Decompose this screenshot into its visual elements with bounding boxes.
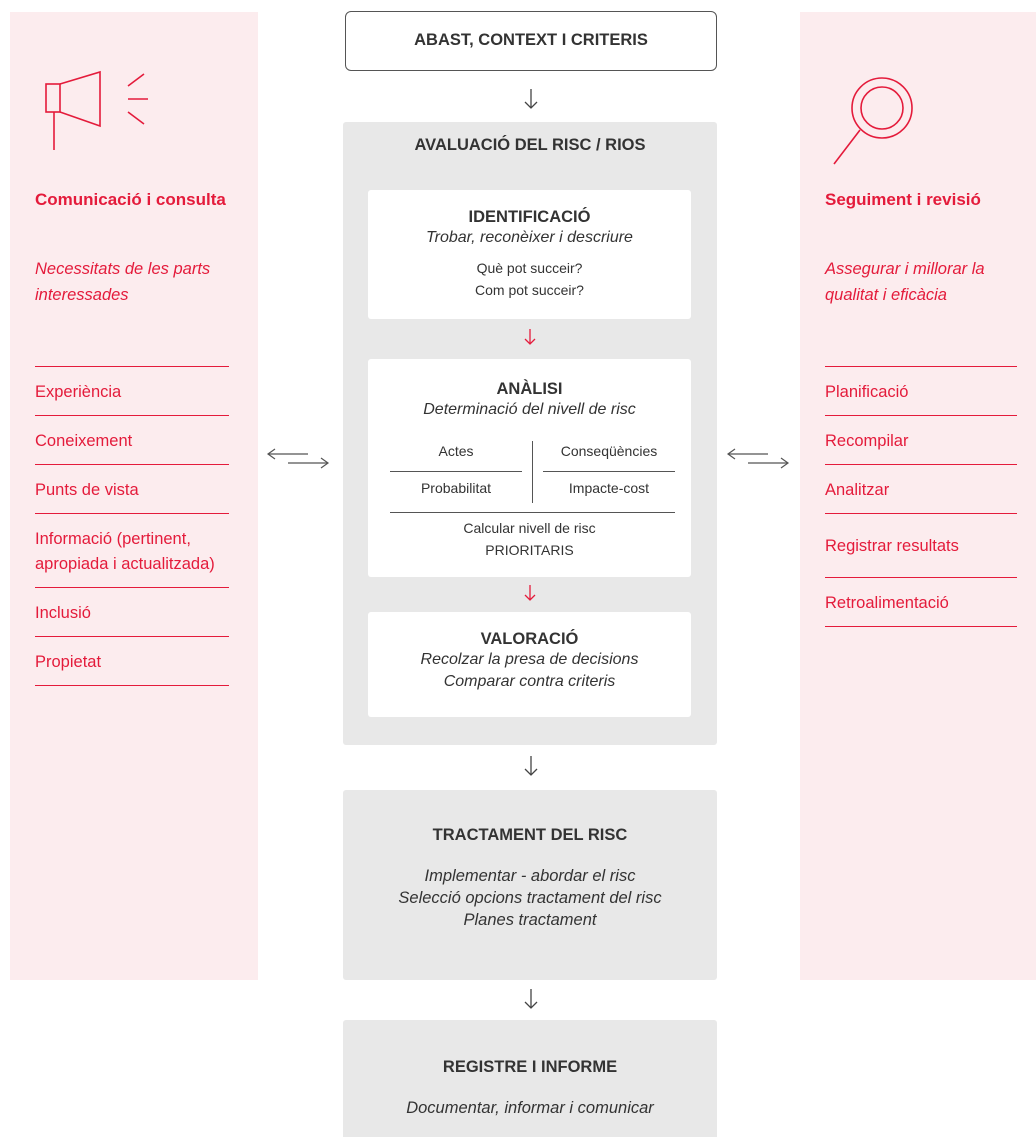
down-arrow-icon [523, 755, 539, 777]
down-arrow-icon [523, 88, 539, 110]
identification-question-2: Com pot succeir? [475, 282, 584, 298]
double-arrow-right-icon [726, 446, 792, 470]
list-item: Inclusió [35, 587, 229, 636]
list-item: Analitzar [825, 464, 1017, 513]
monitoring-list [825, 366, 1017, 627]
grid-cell-consequences: Conseqüències [560, 443, 658, 459]
identification-title: IDENTIFICACIÓ [468, 208, 591, 226]
down-arrow-icon [523, 988, 539, 1010]
communication-list [35, 366, 229, 686]
list-item: Retroalimentació [825, 577, 1017, 627]
list-item: Punts de vista [35, 464, 229, 513]
calc-risk-level: Calcular nivell de risc [463, 520, 596, 536]
monitoring-panel [800, 12, 1036, 980]
list-item: Recompilar [825, 415, 1017, 464]
megaphone-icon [40, 70, 155, 162]
risk-assessment-panel [343, 122, 717, 745]
treatment-title: TRACTAMENT DEL RISC [432, 826, 628, 844]
treatment-line-2: Selecció opcions tractament del risc [398, 889, 662, 907]
communication-panel [10, 12, 258, 980]
monitoring-subtitle: Assegurar i millorar la qualitat i eficàcia [825, 260, 985, 304]
communication-title: Comunicació i consulta [35, 190, 226, 209]
list-item: Propietat [35, 636, 229, 686]
valuation-card [368, 612, 691, 717]
down-arrow-red-icon [523, 584, 537, 602]
analysis-subtitle: Determinació del nivell de risc [423, 401, 636, 418]
grid-cell-probability: Probabilitat [420, 480, 492, 496]
list-item: Coneixement [35, 415, 229, 464]
record-line-1: Documentar, informar i comunicar [406, 1099, 654, 1117]
priority-label: PRIORITARIS [485, 542, 574, 558]
grid-divider [543, 471, 675, 472]
grid-divider [532, 441, 533, 503]
magnifier-icon [830, 74, 920, 168]
treatment-line-3: Planes tractament [463, 911, 597, 929]
down-arrow-red-icon [523, 328, 537, 346]
list-item: Planificació [825, 366, 1017, 415]
communication-subtitle: Necessitats de les parts interessades [35, 260, 211, 304]
list-item: Informació (pertinent, apropiada i actualitzada) [35, 513, 229, 587]
scope-context-criteria-box: ABAST, CONTEXT I CRITERIS [345, 11, 717, 71]
treatment-line-1: Implementar - abordar el risc [424, 867, 636, 885]
grid-divider [390, 512, 675, 513]
grid-cell-acts: Actes [438, 443, 474, 459]
identification-subtitle: Trobar, reconèixer i descriure [426, 229, 633, 246]
analysis-title: ANÀLISI [496, 380, 563, 398]
record-report-panel [343, 1020, 717, 1137]
grid-cell-impact-cost: Impacte-cost [568, 480, 650, 496]
identification-question-1: Què pot succeir? [476, 260, 583, 276]
valuation-line-2: Comparar contra criteris [443, 673, 616, 690]
record-title: REGISTRE I INFORME [442, 1058, 618, 1076]
double-arrow-left-icon [266, 446, 332, 470]
list-item: Registrar resultats [825, 513, 1017, 577]
valuation-title: VALORACIÓ [480, 630, 579, 648]
list-item: Experiència [35, 366, 229, 415]
risk-treatment-panel [343, 790, 717, 980]
identification-card [368, 190, 691, 319]
valuation-line-1: Recolzar la presa de decisions [420, 651, 639, 668]
analysis-grid [390, 439, 675, 507]
monitoring-title: Seguiment i revisió [825, 190, 981, 209]
grid-divider [390, 471, 522, 472]
analysis-card [368, 359, 691, 577]
assessment-title: AVALUACIÓ DEL RISC / RIOS [414, 136, 646, 154]
